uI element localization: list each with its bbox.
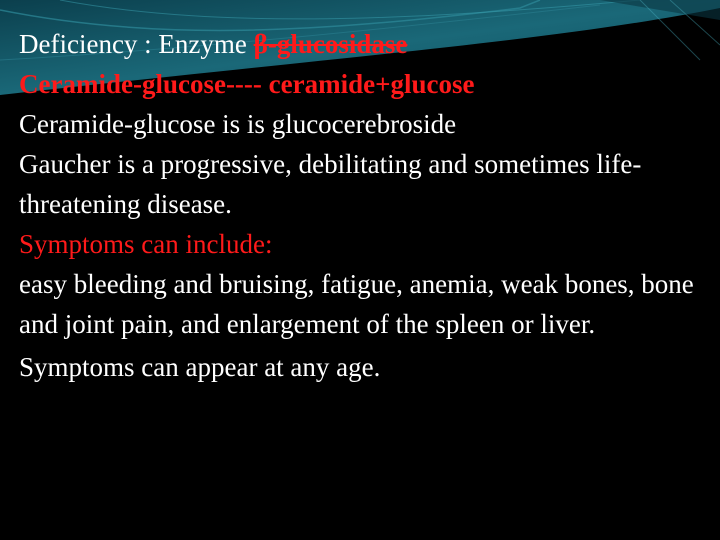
deficiency-line <box>19 24 709 64</box>
reaction-line: Ceramide-glucose---- ceramide+glucose <box>19 69 475 99</box>
deficiency-prefix: Deficiency : Enzyme <box>19 29 254 59</box>
disease-description: Gaucher is a progressive, debilitating and sometimes life-threatening disease. <box>19 149 642 219</box>
enzyme-name: β-glucosidase <box>253 29 408 59</box>
definition-line: Ceramide-glucose is is glucocerebroside <box>19 109 457 139</box>
symptoms-age-line: Symptoms can appear at any age. <box>19 352 381 382</box>
symptoms-list: easy bleeding and bruising, fatigue, anemia, weak bones, bone and joint pain, and enlargement of the spleen or liver. <box>19 269 694 339</box>
symptoms-heading: Symptoms can include: <box>19 229 273 259</box>
slide-body <box>19 24 709 387</box>
